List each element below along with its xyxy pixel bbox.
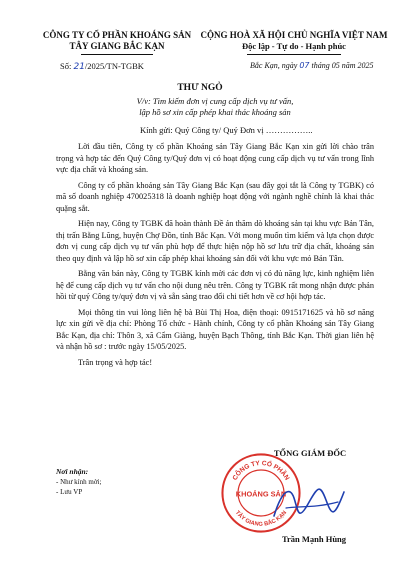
- letter-title: THƯ NGỎ: [177, 83, 223, 93]
- closing-line: Trân trọng và hợp tác!: [78, 357, 153, 367]
- body-paragraph-5: Mọi thông tin vui lòng liên hệ bà Bùi Thị Hoa, điện thoại: 0915171625 và hồ sơ năng lực xin gửi về địa chỉ: Phòng Tổ chức - Hành chính, Công ty cổ phần Khoáng sản Tây Giang Bắc Kạn, địa chỉ: Thôn 3, xã Cẩm Giàng, huyện Bạch Thông, tỉnh Bắc Kạn. Thời gian liên hệ và nhận hồ sơ : trước ngày 15/05/2025.: [56, 307, 374, 351]
- letter-body: [56, 141, 374, 372]
- subject-line2: lập hồ sơ xin cấp phép khai thác khoáng sản: [139, 107, 291, 117]
- doc-number-prefix: Số:: [60, 61, 72, 71]
- company-name-line2: TÂY GIANG BẮC KẠN: [69, 41, 165, 51]
- body-paragraph-1: Lời đầu tiên, Công ty cổ phần Khoáng sản Tây Giang Bắc Kạn xin gửi lời chào trân trọng và hợp tác đến Quý Công ty/Quý đơn vị có hoạt động cung cấp dịch vụ tư vấn trong lĩnh vực địa chất và khoáng sản.: [56, 142, 374, 174]
- body-paragraph-2: Công ty cổ phần khoáng sản Tây Giang Bắc Kạn (sau đây gọi tắt là Công ty TGBK) có mã số doanh nghiệp 470025318 là doanh nghiệp hoạt động với ngành nghề chính là khai thác quặng sắt.: [56, 180, 374, 213]
- motto-underline: [247, 54, 341, 55]
- handwritten-signature: [268, 478, 348, 528]
- letter-greeting: Kính gửi: Quý Công ty/ Quý Đơn vị ……………..: [140, 125, 313, 135]
- body-paragraph-3: Hiện nay, Công ty TGBK đã hoàn thành Đề án thăm dò khoáng sản tại khu vực Bản Tân, thị trấn Bằng Lũng, huyện Chợ Đồn, tỉnh Bắc Kạn. Với mong muốn tìm kiếm và lựa chọn được đơn vị cung cấp dịch vụ tư vấn phù hợp để thực hiện nộp hồ sơ lưu trữ địa chất, khoáng sản theo quy định và lập hồ sơ xin cấp phép khai khoáng sản đối với khu vực mỏ Bản Tân.: [56, 219, 374, 263]
- recipient-item: - Lưu VP: [56, 488, 83, 496]
- seal-text-bottom: TÂY GIANG BẮC KẠN: [233, 509, 289, 528]
- body-paragraph-4: Bằng văn bản này, Công ty TGBK kính mời các đơn vị có đủ năng lực, kinh nghiệm liên hệ để cung cấp dịch vụ tư vấn cho nội dung nêu trên. Công ty TGBK rất mong nhận được phản hồi từ quý Công ty/quý đơn vị và sẵn sàng trao đổi chi tiết hơn về cơ hội hợp tác.: [56, 269, 374, 301]
- doc-number-handwritten: 21: [73, 62, 85, 72]
- signatory-name: Trần Mạnh Hùng: [281, 534, 347, 544]
- date-prefix: Bắc Kạn, ngày: [250, 61, 298, 70]
- letter-subject: [100, 96, 330, 118]
- company-underline: [81, 54, 153, 55]
- company-name-line1: CÔNG TY CỔ PHẦN KHOÁNG SẢN: [42, 30, 192, 40]
- subject-line1: V/v: Tìm kiếm đơn vị cung cấp dịch vụ tư vấn,: [136, 96, 294, 106]
- national-motto: Độc lập - Tự do - Hạnh phúc: [242, 41, 346, 51]
- signatory-title: TỔNG GIÁM ĐỐC: [273, 448, 347, 458]
- doc-number-suffix: /2025/TN-TGBK: [84, 61, 144, 71]
- recipients-block: [56, 467, 101, 497]
- company-header: [33, 30, 201, 55]
- seal-text-top: CÔNG TY CỔ PHẦN: [231, 460, 291, 482]
- date-suffix: tháng 05 năm 2025: [311, 61, 374, 70]
- document-number: [60, 61, 144, 72]
- seal-text-mid: KHOÁNG SẢN: [235, 489, 287, 499]
- national-title: CỘNG HOÀ XÃ HỘI CHỦ NGHĨA VIỆT NAM: [200, 30, 388, 40]
- national-header: [200, 30, 388, 55]
- recipient-item: - Như kính mời;: [56, 478, 102, 486]
- document-date: [250, 61, 374, 70]
- date-day-handwritten: 07: [299, 61, 310, 70]
- recipients-title: Nơi nhận:: [56, 467, 89, 476]
